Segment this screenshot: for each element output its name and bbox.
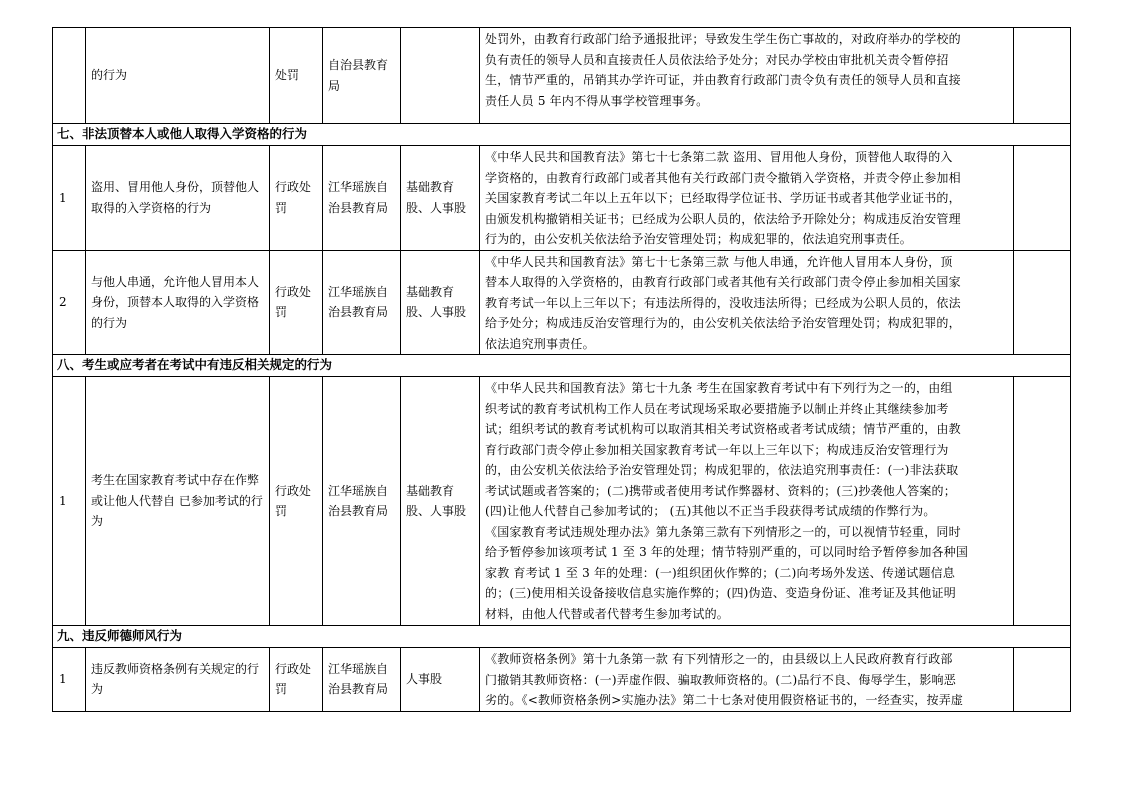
- violation-name-cell: 的行为: [86, 28, 270, 124]
- legal-basis-cell: [480, 648, 1014, 712]
- legal-basis-line: 门撤销其教师资格：(一)弄虚作假、骗取教师资格的。(二)品行不良、侮辱学生，影响恶: [485, 672, 956, 687]
- legal-basis-line: 材料，由他人代替或者代替考生参加考试的。: [485, 606, 730, 621]
- agency-cell: 江华瑶族自治县教育局: [323, 377, 401, 626]
- legal-basis-line: 负有责任的领导人员和直接责任人员依法给予处分；对民办学校由审批机关责令暂停招: [485, 52, 949, 67]
- remarks-cell: [1014, 648, 1071, 712]
- section-header-row: [53, 355, 1071, 377]
- agency-cell: 江华瑶族自治县教育局: [323, 250, 401, 355]
- legal-basis-line: 教育考试一年以上三年以下；有违法所得的，没收违法所得；已经成为公职人员的，依法: [485, 295, 961, 310]
- legal-basis-line: (四)让他人代替自己参加考试的； (五)其他以不正当手段获得考试成绩的作弊行为。: [485, 504, 936, 518]
- section-title: 九、违反师德师风行为: [53, 626, 1071, 648]
- legal-basis-line: 的；(三)使用相关设备接收信息实施作弊的；(四)伪造、变造身份证、准考证及其他证明: [485, 586, 956, 600]
- legal-basis-cell: [480, 250, 1014, 355]
- table-row: [53, 28, 1071, 124]
- item-number-cell: 1: [53, 648, 86, 712]
- table-row: [53, 377, 1071, 626]
- department-cell: 基础教育股、人事股: [401, 377, 480, 626]
- table-row: [53, 648, 1071, 712]
- remarks-cell: [1014, 377, 1071, 626]
- legal-basis-line: 替本人取得的入学资格的，由教育行政部门或者其他有关行政部门责令停止参加相关国家: [485, 275, 961, 289]
- legal-basis-line: 劣的。《<教师资格条例>实施办法》第二十七条对使用假资格证书的，一经查实，按弄虚: [485, 693, 964, 707]
- legal-basis-line: 生，情节严重的，吊销其办学许可证，并由教育行政部门责令负有责任的领导人员和直接: [485, 73, 961, 87]
- department-cell: 基础教育股、人事股: [401, 146, 480, 251]
- legal-basis-line: 由颁发机构撤销相关证书；已经成为公职人员的，依法给予开除处分；构成违反治安管理: [485, 211, 961, 226]
- section-header-row: [53, 626, 1071, 648]
- department-cell: [401, 28, 480, 124]
- legal-basis-line: 家教 育考试 1 至 3 年的处理：(一)组织团伙作弊的；(二)向考场外发送、传递试题信息: [485, 565, 956, 580]
- legal-basis-cell: [480, 146, 1014, 251]
- item-number-cell: 1: [53, 377, 86, 626]
- legal-basis-line: 责任人员 5 年内不得从事学校管理事务。: [485, 93, 709, 108]
- violation-name-cell: 盗用、冒用他人身份，顶替他人取得的入学资格的行为: [86, 146, 270, 251]
- remarks-cell: [1014, 146, 1071, 251]
- remarks-cell: [1014, 28, 1071, 124]
- legal-basis-line: 处罚外，由教育行政部门给予通报批评；导致发生学生伤亡事故的，对政府举办的学校的: [485, 32, 961, 46]
- violation-name-cell: 考生在国家教育考试中存在作弊或让他人代替自 已参加考试的行为: [86, 377, 270, 626]
- section-title: 七、非法顶替本人或他人取得入学资格的行为: [53, 124, 1071, 146]
- legal-basis-line: 给予暂停参加该项考试 1 至 3 年的处理；情节特别严重的，可以同时给予暂停参加各种国: [485, 545, 969, 559]
- legal-basis-line: 《中华人民共和国教育法》第七十九条 考生在国家教育考试中有下列行为之一的，由组: [485, 381, 953, 395]
- category-cell: 行政处罚: [270, 250, 323, 355]
- section-header-row: [53, 124, 1071, 146]
- legal-basis-line: 行为的，由公安机关依法给予治安管理处罚；构成犯罪的，依法追究刑事责任。: [485, 232, 913, 246]
- legal-basis-line: 学资格的，由教育行政部门或者其他有关行政部门责令撤销入学资格，并责令停止参加相: [485, 170, 961, 185]
- violation-name-cell: 违反教师资格条例有关规定的行为: [86, 648, 270, 712]
- legal-basis-line: 《国家教育考试违规处理办法》第九条第三款有下列情形之一的，可以视情节轻重，同时: [485, 524, 961, 539]
- legal-basis-line: 育行政部门责令停止参加相关国家教育考试一年以上三年以下；构成违反治安管理行为: [485, 442, 949, 457]
- legal-basis-cell: [480, 377, 1014, 626]
- table-row: [53, 250, 1071, 355]
- agency-cell: 江华瑶族自治县教育局: [323, 648, 401, 712]
- legal-basis-line: 织考试的教育考试机构工作人员在考试现场采取必要措施予以制止并终止其继续参加考: [485, 401, 949, 416]
- category-cell: 行政处罚: [270, 377, 323, 626]
- category-cell: 行政处罚: [270, 146, 323, 251]
- legal-basis-line: 的，由公安机关依法给予治安管理处罚；构成犯罪的，依法追究刑事责任：(一)非法获取: [485, 463, 959, 477]
- item-number-cell: 1: [53, 146, 86, 251]
- department-cell: 人事股: [401, 648, 480, 712]
- agency-cell: 自治县教育局: [323, 28, 401, 124]
- agency-cell: 江华瑶族自治县教育局: [323, 146, 401, 251]
- legal-basis-line: 考试试题或者答案的；(二)携带或者使用考试作弊器材、资料的；(三)抄袭他人答案的；: [485, 483, 956, 498]
- legal-basis-line: 试；组织考试的教育考试机构可以取消其相关考试资格或者考试成绩；情节严重的，由教: [485, 422, 961, 436]
- legal-basis-line: 给予处分；构成违反治安管理行为的，由公安机关依法给予治安管理处罚；构成犯罪的，: [485, 316, 961, 330]
- penalty-items-table: [52, 27, 1071, 712]
- legal-basis-cell: [480, 28, 1014, 124]
- legal-basis-line: 《中华人民共和国教育法》第七十七条第二款 盗用、冒用他人身份，顶替他人取得的入: [485, 150, 953, 164]
- legal-basis-line: 关国家教育考试二年以上五年以下；已经取得学位证书、学历证书或者其他学业证书的，: [485, 191, 961, 205]
- category-cell: 处罚: [270, 28, 323, 124]
- department-cell: 基础教育股、人事股: [401, 250, 480, 355]
- remarks-cell: [1014, 250, 1071, 355]
- item-number-cell: 2: [53, 250, 86, 355]
- violation-name-cell: 与他人串通，允许他人冒用本人身份，顶替本人取得的入学资格的行为: [86, 250, 270, 355]
- table-row: [53, 146, 1071, 251]
- item-number-cell: [53, 28, 86, 124]
- legal-basis-line: 《教师资格条例》第十九条第一款 有下列情形之一的，由县级以上人民政府教育行政部: [485, 652, 953, 666]
- legal-basis-line: 依法追究刑事责任。: [485, 336, 595, 351]
- legal-basis-line: 《中华人民共和国教育法》第七十七条第三款 与他人串通，允许他人冒用本人身份，顶: [485, 254, 953, 269]
- category-cell: 行政处罚: [270, 648, 323, 712]
- table-body: [53, 28, 1071, 712]
- section-title: 八、考生或应考者在考试中有违反相关规定的行为: [53, 355, 1071, 377]
